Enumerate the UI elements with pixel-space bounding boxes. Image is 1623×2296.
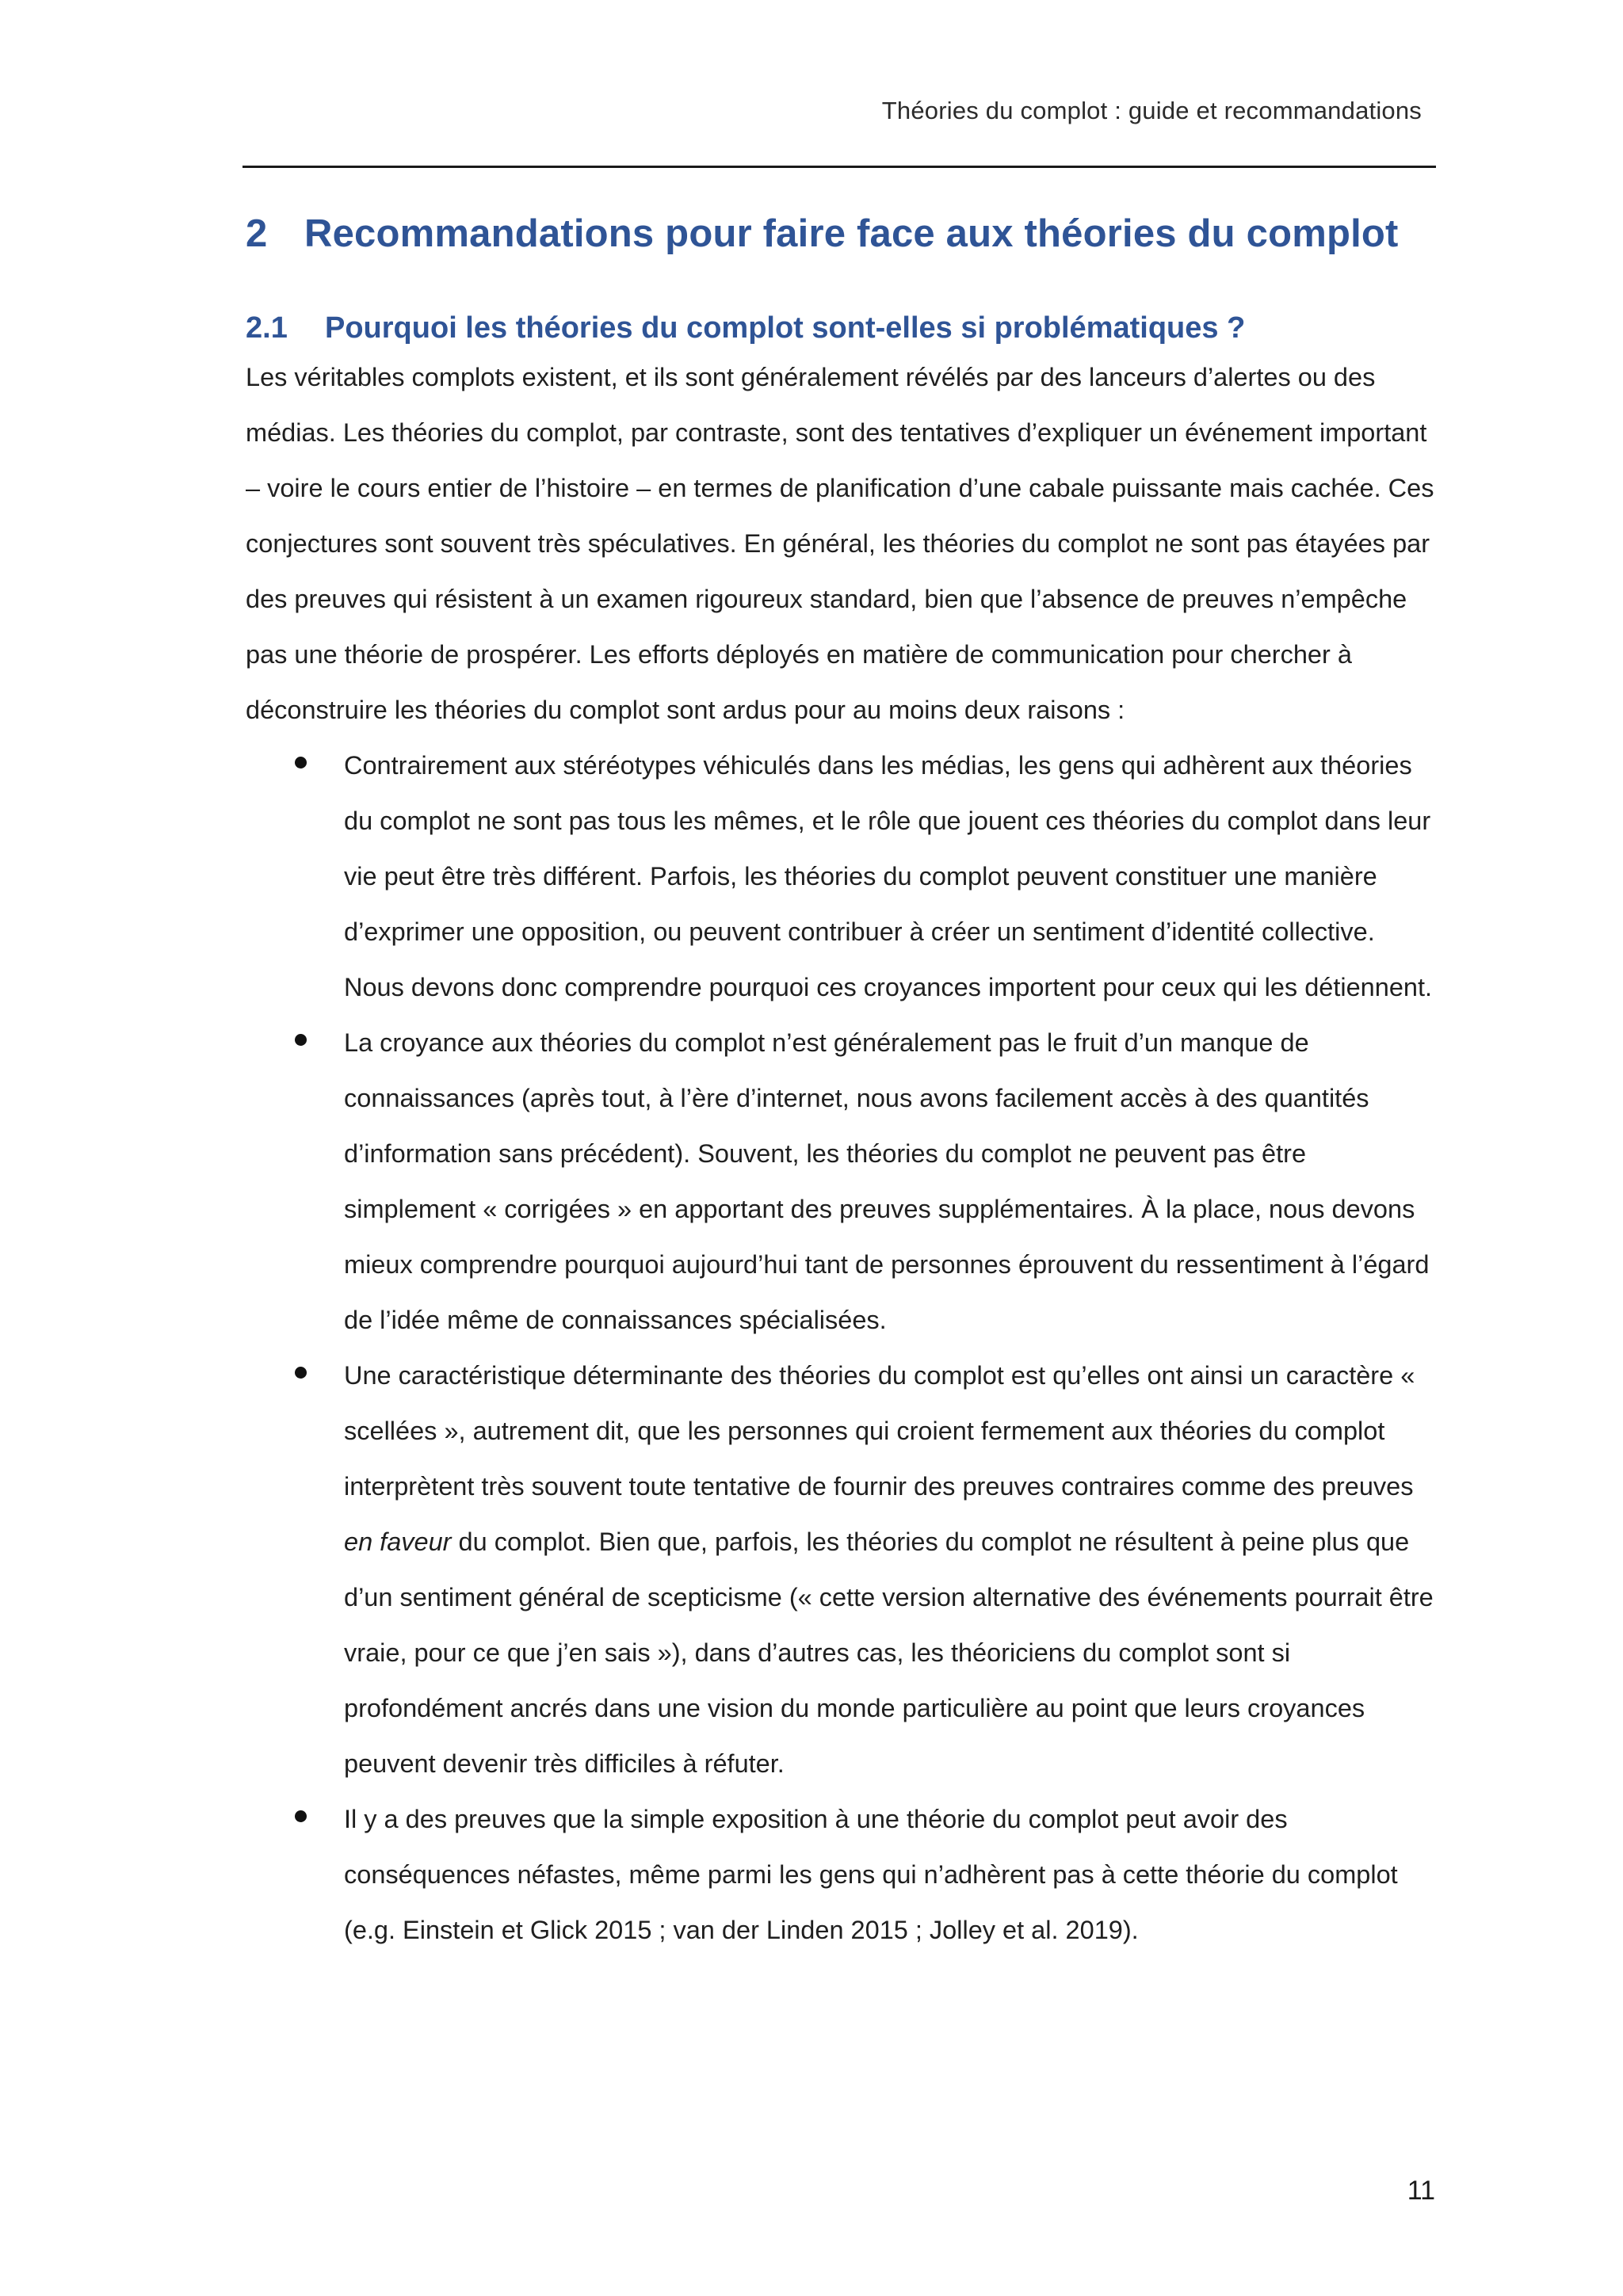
bullet-icon <box>295 1367 307 1379</box>
list-item-text: Contrairement aux stéréotypes véhiculés dans les médias, les gens qui adhèrent aux théories du complot ne sont pas tous les mêmes, et le rôle que jouent ces théories du complot dans leur vie peut être très différent. Parfois, les théories du complot peuvent constituer une manière d’exprimer une opposition, ou peuvent contribuer à créer un sentiment d’identité collective. Nous devons donc comprendre pourquoi ces croyances importent pour ceux qui les détiennent. <box>344 751 1433 1001</box>
subsection-number: 2.1 <box>246 311 288 345</box>
list-item <box>344 1791 1436 1958</box>
bullet-list <box>246 738 1436 1958</box>
bullet-icon <box>295 1810 307 1822</box>
running-header: Théories du complot : guide et recommandations <box>881 97 1422 124</box>
page-number: 11 <box>1407 2176 1435 2206</box>
section-title: Recommandations pour faire face aux théories du complot <box>304 212 1399 255</box>
subsection-title: Pourquoi les théories du complot sont-elles si problématiques ? <box>325 311 1246 345</box>
section-number: 2 <box>246 212 268 255</box>
header-rule <box>242 166 1436 168</box>
list-item <box>344 738 1436 1015</box>
subsection-heading <box>246 307 1436 349</box>
list-item-text-before: Une caractéristique déterminante des théories du complot est qu’elles ont ainsi un caractère « scellées », autrement dit, que les personnes qui croient fermement aux théories du complot interprètent très souvent toute tentative de fournir des preuves contraires comme des preuves <box>344 1361 1415 1501</box>
bullet-icon <box>295 1034 307 1046</box>
list-item-text: La croyance aux théories du complot n’est généralement pas le fruit d’un manque de connaissances (après tout, à l’ère d’internet, nous avons facilement accès à des quantités d’information sans précédent). Souvent, les théories du complot ne peuvent pas être simplement « corrigées » en apportant des preuves supplémentaires. À la place, nous devons mieux comprendre pourquoi aujourd’hui tant de personnes éprouvent du ressentiment à l’égard de l’idée même de connaissances spécialisées. <box>344 1028 1430 1334</box>
list-item-emphasis: en faveur <box>344 1527 452 1556</box>
list-item-text-after: du complot. Bien que, parfois, les théories du complot ne résultent à peine plus que d’un sentiment général de scepticisme (« cette version alternative des événements pourrait être vraie, pour ce que j’en sais »), dans d’autres cas, les théoriciens du complot sont si profondément ancrés dans une vision du monde particulière au point que leurs croyances peuvent devenir très difficiles à réfuter. <box>344 1527 1434 1778</box>
list-item-text: Il y a des preuves que la simple exposition à une théorie du complot peut avoir des conséquences néfastes, même parmi les gens qui n’adhèrent pas à cette théorie du complot (e.g. Einstein et Glick 2015 ; van der Linden 2015 ; Jolley et al. 2019). <box>344 1805 1398 1944</box>
list-item <box>344 1348 1436 1791</box>
bullet-icon <box>295 757 307 769</box>
intro-paragraph: Les véritables complots existent, et ils sont généralement révélés par des lanceurs d’alertes ou des médias. Les théories du complot, par contraste, sont des tentatives d’expliquer un événement important – voire le cours entier de l’histoire – en termes de planification d’une cabale puissante mais cachée. Ces conjectures sont souvent très spéculatives. En général, les théories du complot ne sont pas étayées par des preuves qui résistent à un examen rigoureux standard, bien que l’absence de preuves n’empêche pas une théorie de prospérer. Les efforts déployés en matière de communication pour chercher à déconstruire les théories du complot sont ardus pour au moins deux raisons : <box>246 363 1434 724</box>
section-heading <box>246 204 1436 263</box>
page-content <box>246 204 1436 1958</box>
list-item <box>344 1015 1436 1348</box>
